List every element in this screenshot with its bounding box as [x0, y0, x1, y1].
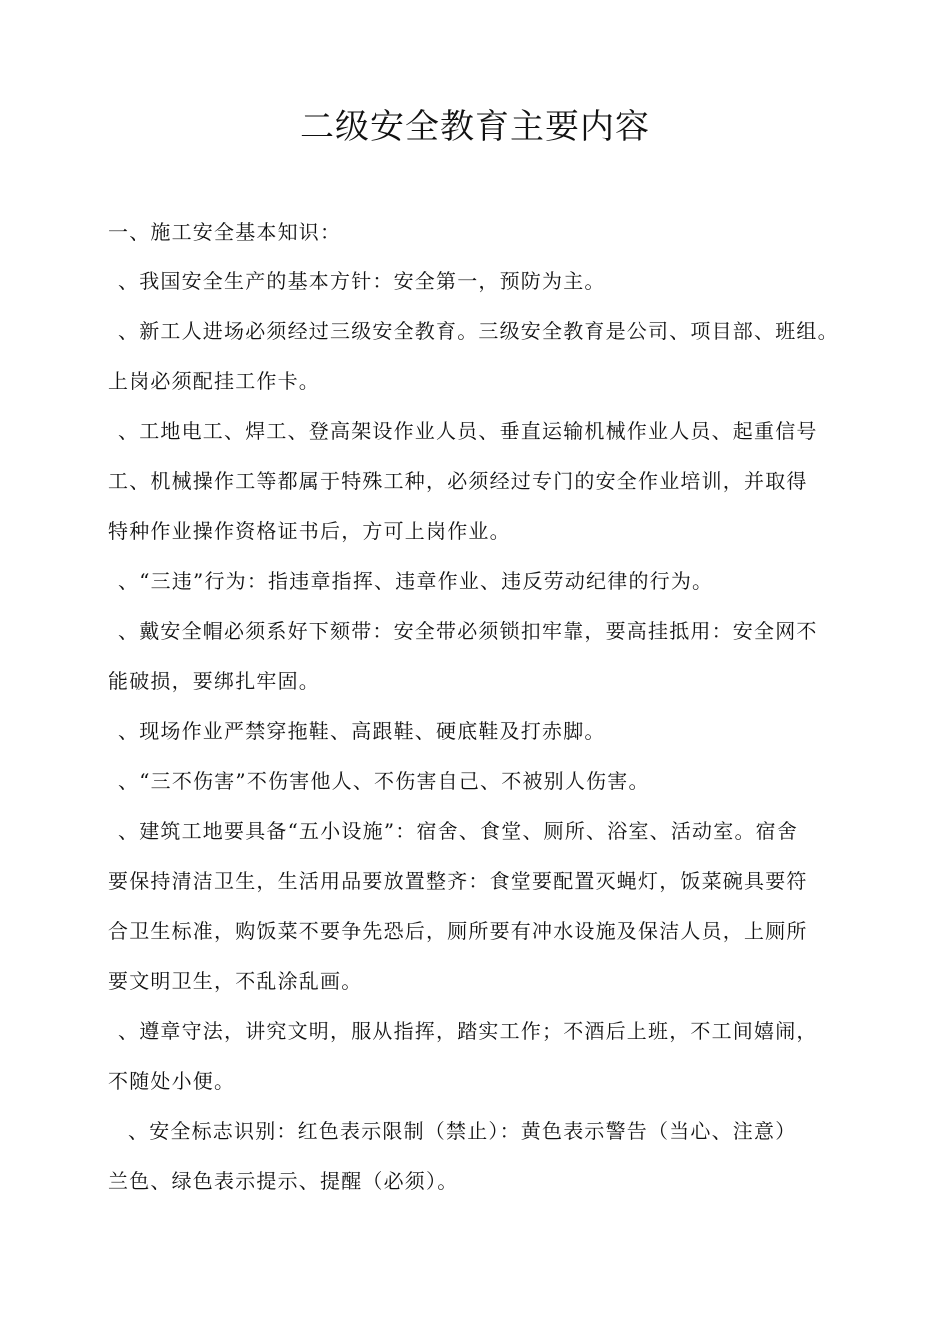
text-line: 要文明卫生，不乱涂乱画。 [108, 969, 363, 993]
text-line: 合卫生标准，购饭菜不要争先恐后，厕所要有冲水设施及保洁人员，上厕所 [108, 919, 808, 943]
text-line: 、安全标志识别：红色表示限制（禁止）：黄色表示警告（当心、注意） [128, 1119, 797, 1143]
text-line: 、我国安全生产的基本方针：安全第一，预防为主。 [118, 269, 606, 293]
text-line: 要保持清洁卫生，生活用品要放置整齐：食堂要配置灭蝇灯，饭菜碗具要符 [108, 869, 808, 893]
document-title: 二级安全教育主要内容 [300, 107, 650, 147]
section-heading: 一、施工安全基本知识： [108, 220, 342, 244]
text-line: 兰色、绿色表示提示、提醒（必须）。 [108, 1169, 459, 1193]
text-line: 、“三违”行为：指违章指挥、违章作业、违反劳动纪律的行为。 [118, 569, 714, 593]
text-line: 工、机械操作工等都属于特殊工种，必须经过专门的安全作业培训，并取得 [108, 469, 808, 493]
text-line: 能破损，要绑扎牢固。 [108, 669, 320, 693]
text-line: 、新工人进场必须经过三级安全教育。三级安全教育是公司、项目部、班组。 [118, 319, 839, 343]
text-line: 、现场作业严禁穿拖鞋、高跟鞋、硬底鞋及打赤脚。 [118, 719, 606, 743]
text-line: 、遵章守法，讲究文明，服从指挥，踏实工作；不酒后上班，不工间嬉闹， [118, 1019, 818, 1043]
text-line: 、戴安全帽必须系好下颏带：安全带必须锁扣牢靠，要高挂抵用：安全网不 [118, 619, 818, 643]
text-line: 、“三不伤害”不伤害他人、不伤害自己、不被别人伤害。 [118, 769, 650, 793]
text-line: 不随处小便。 [108, 1069, 236, 1093]
text-line: 特种作业操作资格证书后，方可上岗作业。 [108, 519, 511, 543]
text-line: 、建筑工地要具备“五小设施”：宿舍、食堂、厕所、浴室、活动室。宿舍 [118, 819, 799, 843]
text-line: 、工地电工、焊工、登高架设作业人员、垂直运输机械作业人员、起重信号 [118, 419, 818, 443]
text-line: 上岗必须配挂工作卡。 [108, 369, 320, 393]
